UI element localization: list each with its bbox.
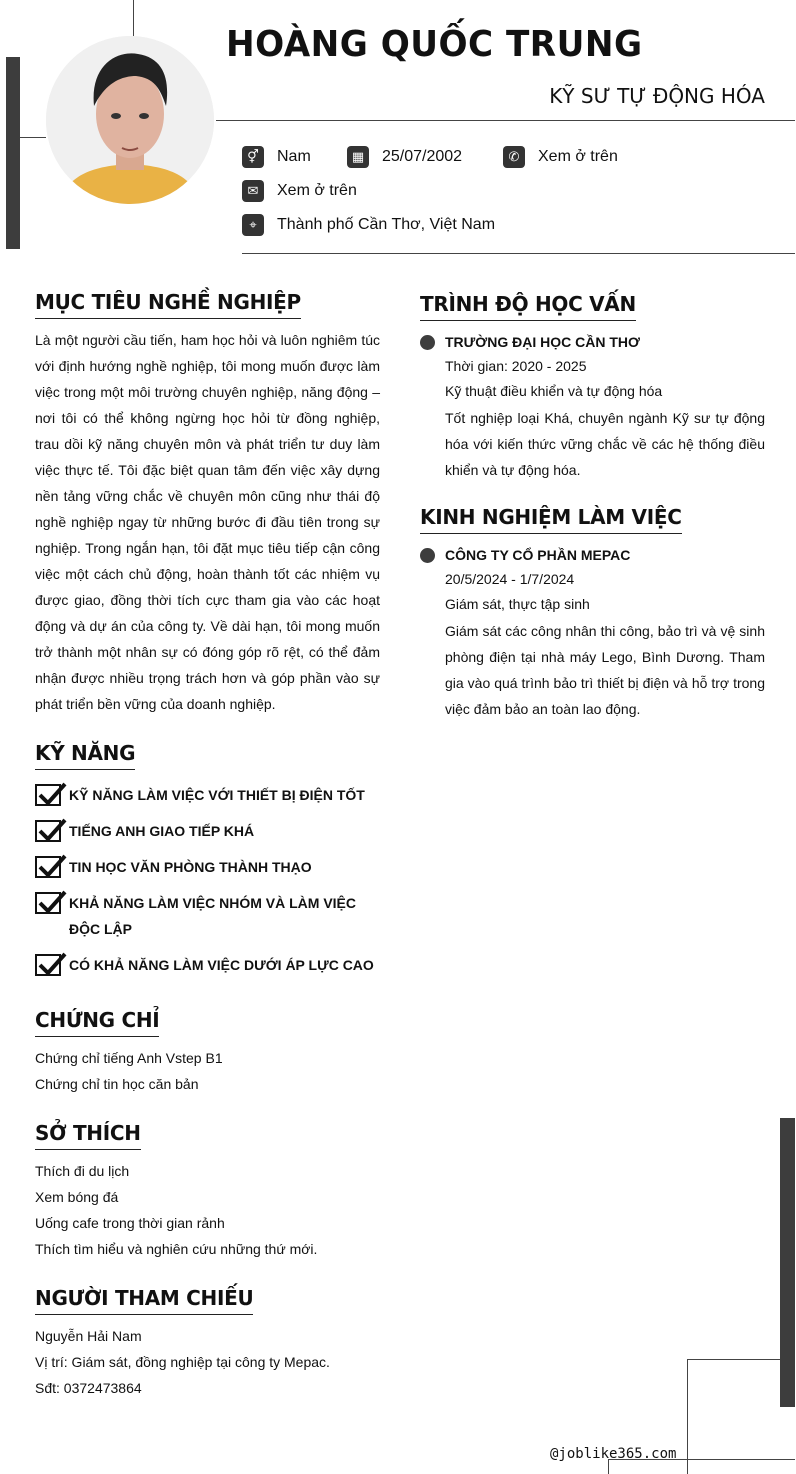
school-name: TRƯỜNG ĐẠI HỌC CẦN THƠ bbox=[445, 334, 640, 350]
experience-heading: KINH NGHIỆM LÀM VIỆC bbox=[420, 505, 682, 534]
education-section bbox=[420, 292, 765, 321]
header-divider bbox=[216, 120, 795, 121]
experience-description: Giám sát các công nhân thi công, bảo trì và vệ sinh phòng điện tại nhà máy Lego, Bình Dương. Tham gia vào quá trình bảo trì thiết bị điện và hỗ trợ trong việc đảm bảo an toàn lao động. bbox=[445, 623, 765, 717]
info-divider bbox=[242, 253, 795, 254]
company-name: CÔNG TY CỔ PHẦN MEPAC bbox=[445, 547, 631, 563]
watermark: @joblike365.com bbox=[550, 1446, 677, 1462]
address-value: Thành phố Cần Thơ, Việt Nam bbox=[277, 216, 496, 233]
references-section bbox=[35, 1286, 380, 1401]
decor-line-top bbox=[133, 0, 134, 36]
info-dob bbox=[347, 145, 462, 169]
hobby-item: Thích tìm hiểu và nghiên cứu những thứ mới. bbox=[35, 1241, 318, 1257]
reference-name: Nguyễn Hải Nam bbox=[35, 1328, 142, 1344]
education-bullet bbox=[420, 335, 435, 350]
decor-corner-h bbox=[687, 1359, 780, 1360]
references-heading: NGƯỜI THAM CHIẾU bbox=[35, 1286, 253, 1315]
gender-value: Nam bbox=[277, 148, 311, 165]
checkbox-icon bbox=[35, 856, 61, 878]
job-title: KỸ SƯ TỰ ĐỘNG HÓA bbox=[549, 84, 765, 108]
checkbox-icon bbox=[35, 784, 61, 806]
avatar bbox=[46, 36, 214, 204]
decor-bar-left bbox=[6, 57, 20, 249]
skill-item: KỸ NĂNG LÀM VIỆC VỚI THIẾT BỊ ĐIỆN TỐT bbox=[35, 782, 380, 808]
dob-value: 25/07/2002 bbox=[382, 148, 463, 165]
skill-item: CÓ KHẢ NĂNG LÀM VIỆC DƯỚI ÁP LỰC CAO bbox=[35, 952, 380, 978]
hobby-item: Xem bóng đá bbox=[35, 1189, 119, 1205]
phone-icon: ✆ bbox=[503, 146, 525, 168]
objective-text: Là một người cầu tiến, ham học hỏi và luôn nghiêm túc với định hướng nghề nghiệp, tôi mong muốn được làm việc trong một môi trường chuyên nghiệp, năng động – nơi tôi có thể không ngừng học hỏi từ đồng nghiệp, trau dồi kỹ năng chuyên môn và phát triển tư duy làm việc thực tế. Tôi đặc biệt quan tâm đến việc xây dựng nền tảng vững chắc về chuyên môn cũng như thái độ nghề nghiệp ngay từ những bước đi đầu tiên trong sự nghiệp. Trong ngắn hạn, tôi đặt mục tiêu tiếp cận công việc một cách chủ động, hoàn thành tốt các nhiệm vụ được giao, đồng thời tích cực tham gia vào các hoạt động và dự án của công ty. Về dài hạn, tôi mong muốn trở thành một nhân sự có đóng góp rõ rệt, có thể đảm nhận được nhiều trọng trách hơn và góp phần vào sự phát triển bền vững của doanh nghiệp. bbox=[35, 332, 380, 712]
education-description: Tốt nghiệp loại Khá, chuyên ngành Kỹ sư tự động hóa với kiến thức vững chắc về các hệ thống điều khiển và tự động hóa. bbox=[445, 410, 765, 478]
hobbies-heading: SỞ THÍCH bbox=[35, 1121, 141, 1150]
skills-heading: KỸ NĂNG bbox=[35, 741, 135, 770]
checkbox-icon bbox=[35, 954, 61, 976]
experience-bullet bbox=[420, 548, 435, 563]
education-entry bbox=[445, 330, 765, 483]
education-period: Thời gian: 2020 - 2025 bbox=[445, 358, 587, 374]
experience-period: 20/5/2024 - 1/7/2024 bbox=[445, 571, 575, 587]
email-value: Xem ở trên bbox=[277, 182, 357, 199]
info-phone bbox=[503, 145, 618, 169]
skills-section bbox=[35, 741, 380, 978]
checkbox-icon bbox=[35, 892, 61, 914]
calendar-icon: ▦ bbox=[347, 146, 369, 168]
decor-bar-right bbox=[780, 1118, 795, 1407]
gender-icon: ⚥ bbox=[242, 146, 264, 168]
certificates-heading: CHỨNG CHỈ bbox=[35, 1008, 159, 1037]
objective-section bbox=[35, 290, 380, 717]
education-heading: TRÌNH ĐỘ HỌC VẤN bbox=[420, 292, 636, 321]
candidate-name: HOÀNG QUỐC TRUNG bbox=[226, 24, 643, 65]
reference-position: Vị trí: Giám sát, đồng nghiệp tại công ty Mepac. bbox=[35, 1354, 330, 1370]
skill-item: TIẾNG ANH GIAO TIẾP KHÁ bbox=[35, 818, 380, 844]
decor-corner-v bbox=[687, 1359, 688, 1474]
experience-entry bbox=[445, 543, 765, 722]
info-email bbox=[242, 179, 357, 203]
experience-role: Giám sát, thực tập sinh bbox=[445, 596, 590, 612]
reference-phone: Sđt: 0372473864 bbox=[35, 1380, 142, 1396]
skill-item: KHẢ NĂNG LÀM VIỆC NHÓM VÀ LÀM VIỆC ĐỘC LẬP bbox=[35, 890, 380, 942]
location-icon: ⌖ bbox=[242, 214, 264, 236]
hobby-item: Thích đi du lịch bbox=[35, 1163, 130, 1179]
hobbies-section bbox=[35, 1121, 380, 1262]
hobby-item: Uống cafe trong thời gian rảnh bbox=[35, 1215, 225, 1231]
experience-section bbox=[420, 505, 765, 534]
certificate-item: Chứng chỉ tiếng Anh Vstep B1 bbox=[35, 1050, 223, 1066]
info-gender bbox=[242, 145, 311, 169]
info-address bbox=[242, 213, 495, 237]
checkbox-icon bbox=[35, 820, 61, 842]
objective-heading: MỤC TIÊU NGHỀ NGHIỆP bbox=[35, 290, 301, 319]
certificate-item: Chứng chỉ tin học căn bản bbox=[35, 1076, 199, 1092]
certificates-section bbox=[35, 1008, 380, 1097]
phone-value: Xem ở trên bbox=[538, 148, 618, 165]
skill-item: TIN HỌC VĂN PHÒNG THÀNH THẠO bbox=[35, 854, 380, 880]
decor-line-left bbox=[20, 137, 46, 138]
education-major: Kỹ thuật điều khiển và tự động hóa bbox=[445, 383, 663, 399]
email-icon: ✉ bbox=[242, 180, 264, 202]
